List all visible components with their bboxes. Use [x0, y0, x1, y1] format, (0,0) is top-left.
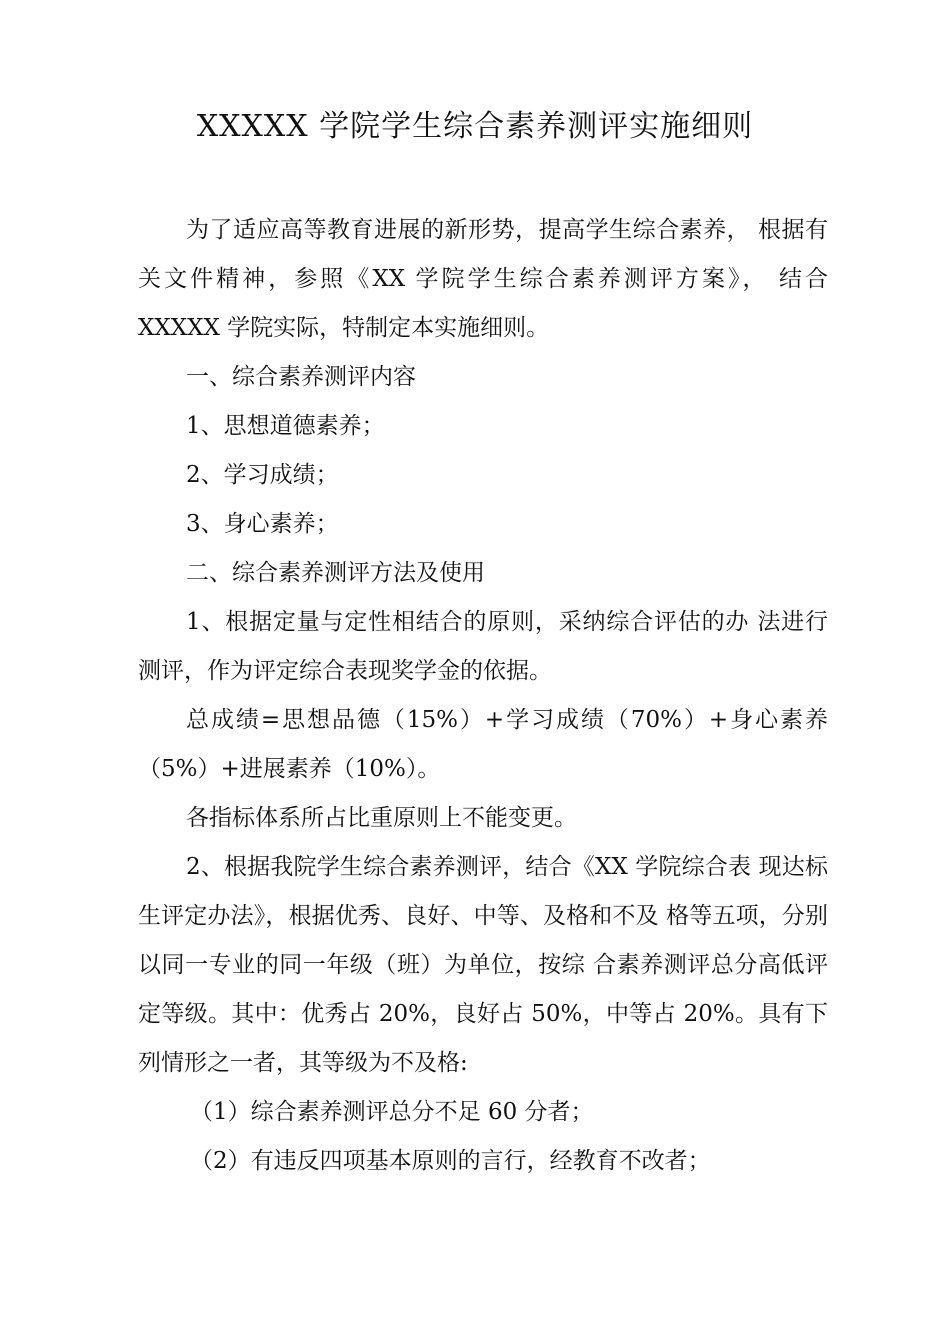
- document-body: [138, 206, 828, 1186]
- method-paragraph: 1、根据定量与定性相结合的原则，采纳综合评估的办 法进行测评，作为评定综合表现奖学金的依据。: [138, 609, 828, 684]
- intro-paragraph: 为了适应高等教育进展的新形势，提高学生综合素养， 根据有关文件精神，参照《XX 学院学生综合素养测评方案》， 结合 XXXXX 学院实际，特制定本实施细则。: [138, 217, 828, 341]
- score-formula: 总成绩=思想品德（15%）+学习成绩（70%）+身心素养（5%）+进展素养（10%）。: [138, 707, 828, 782]
- fail-condition-item: （1）综合素养测评总分不足 60 分者；: [190, 1099, 594, 1125]
- list-item: 2、学习成绩；: [186, 462, 339, 488]
- weight-note: 各指标体系所占比重原则上不能变更。: [186, 805, 577, 831]
- section-heading-content: 一、综合素养测评内容: [186, 364, 416, 390]
- list-item: 3、身心素养；: [186, 511, 339, 537]
- fail-condition-item: （2）有违反四项基本原则的言行，经教育不改者；: [190, 1148, 711, 1174]
- document-title: XXXXX 学院学生综合素养测评实施细则: [196, 109, 754, 144]
- list-item: 1、思想道德素养；: [186, 413, 385, 439]
- grading-paragraph: 2、根据我院学生综合素养测评，结合《XX 学院综合表 现达标生评定办法》，根据优秀、良好、中等、及格和不及 格等五项，分别以同一专业的同一年级（班）为单位，按综 合素养测评总分高低评定等级。其中：优秀占 20%，良好占 50%，中等占 20%。具有下列情形之一者，其等级为不及格:: [138, 854, 828, 1076]
- section-heading-method: 二、综合素养测评方法及使用: [186, 560, 485, 586]
